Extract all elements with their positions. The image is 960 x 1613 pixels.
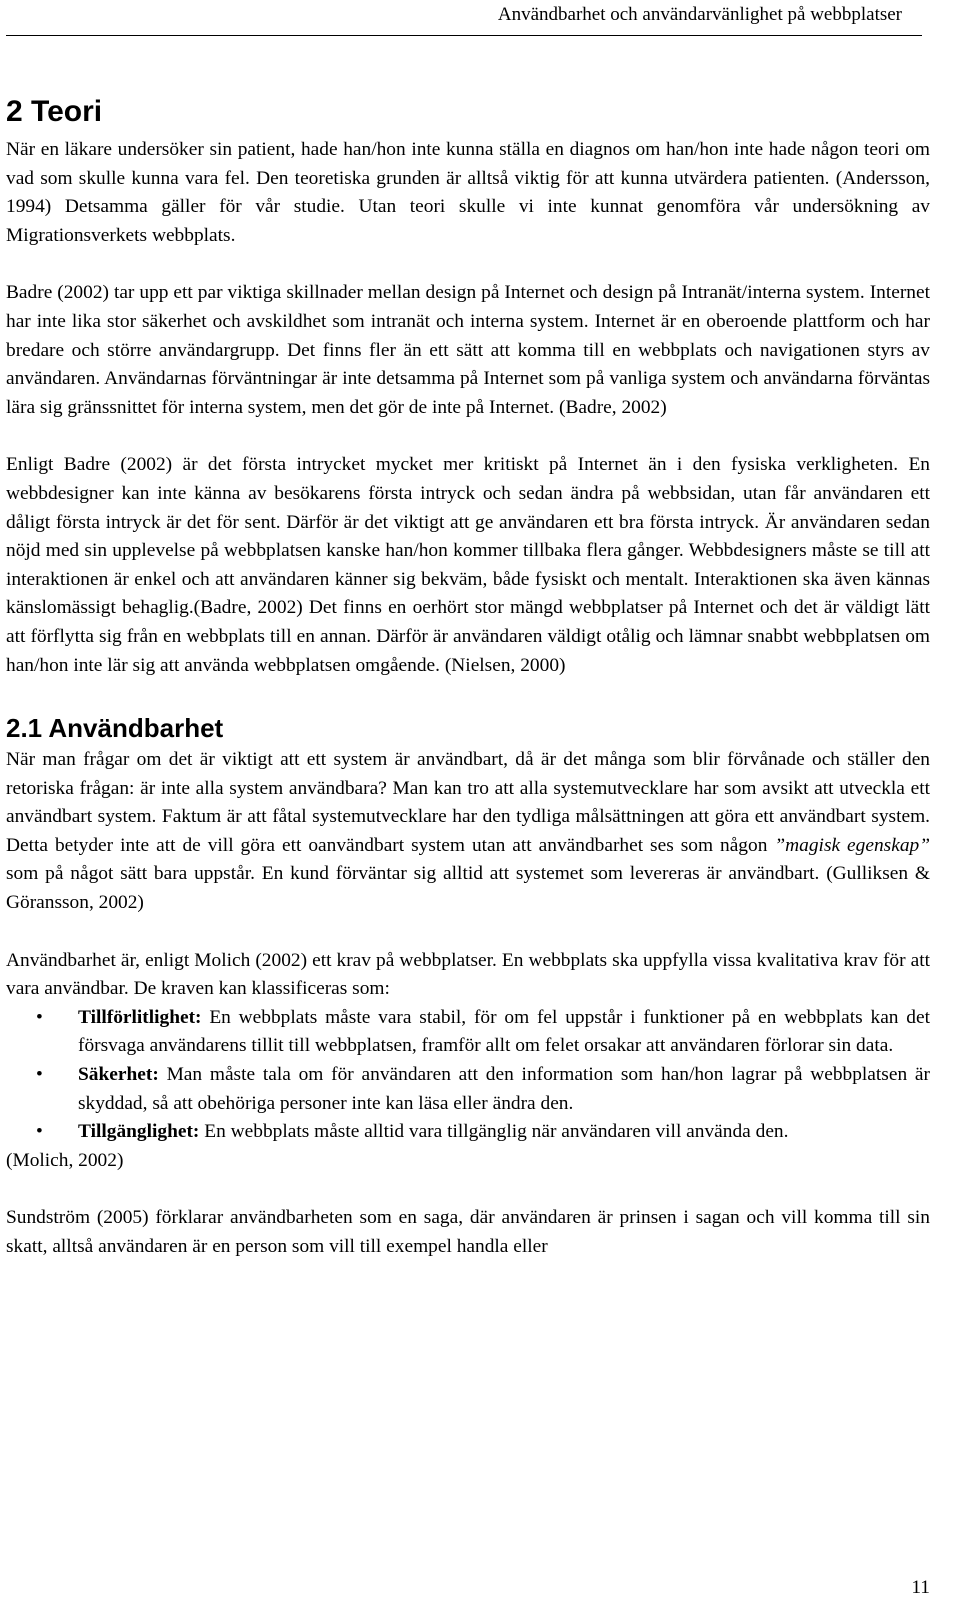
paragraph-badre-internet: Badre (2002) tar upp ett par viktiga skillnader mellan design på Internet och design på Intranät/interna system. Internet har inte lika stor säkerhet och avskildhet som intranät och interna system. Internet är en oberoende plattform och har bredare och större användargrupp. Det finns fler än ett sätt att komma till en webbplats och navigationen styrs av användaren. Användarnas förväntningar är inte detsamma på Internet som på vanliga system och användarna förväntas lära sig gränssnittet för interna system, men det gör de inte på Internet. (Badre, 2002) — [6, 282, 930, 418]
list-item — [6, 1061, 930, 1118]
paragraph-sundstrom: Sundström (2005) förklarar användbarheten som en saga, där användaren är prinsen i sagan och vill komma till sin skatt, alltså användaren är en person som vill till exempel handla eller — [6, 1207, 930, 1257]
requirements-list — [6, 1004, 930, 1147]
bullet-icon: • — [36, 1064, 43, 1086]
section-anvandbarhet — [6, 710, 930, 1262]
requirement-text: En webbplats måste alltid vara tillgänglig när användaren vill använda den. — [204, 1121, 789, 1143]
running-header — [6, 0, 922, 36]
section-heading-teori: 2 Teori — [6, 95, 103, 128]
requirement-text: Man måste tala om för användaren att den information som han/hon lagrar på webbplatsen är skyddad, så att obehöriga personer inte kan läsa eller ändra den. — [78, 1064, 930, 1114]
requirement-term: Säkerhet: — [78, 1064, 159, 1086]
paragraph-usability-intro-end: som på något sätt bara uppstår. En kund förväntar sig alltid att systemet som levereras är användbart. (Gulliksen & Göransson, 2002) — [6, 863, 930, 914]
list-citation: (Molich, 2002) — [6, 1149, 124, 1171]
paragraph-first-impression: Enligt Badre (2002) är det första intrycket mycket mer kritiskt på Internet än i den fysiska verkligheten. En webbdesigner kan inte känna av besökarens första intryck och sedan ändra på webbsidan, utan får användaren ett dåligt första intryck är det för sent. Därför är det viktigt att ge användaren ett bra första intryck. Är användaren sedan nöjd med sin upplevelse på webbplatsen kanske han/hon kommer tillbaka flera gånger. Webbdesigners måste se till att interaktionen är enkel och att användaren känner sig bekväm, både fysiskt och mentalt. Interaktionen ska även kännas känslomässigt behaglig.(Badre, 2002) Det finns en oerhört stor mängd webbplatser på Internet och det är väldigt lätt att förflytta sig från en webbplats till en annan. Därför är användaren väldigt otålig och lämnar snabbt webbplatsen om han/hon inte lär sig att använda webbplatsen omgående. (Nielsen, 2000) — [6, 454, 930, 676]
section-teori — [6, 90, 930, 680]
list-item — [6, 1004, 930, 1061]
page-content — [6, 90, 930, 1262]
magisk-egenskap-phrase: ”magisk egenskap” — [774, 834, 930, 856]
page-number: 11 — [911, 1577, 930, 1598]
paragraph-usability-intro-start: När man frågar om det är viktigt att ett system är användbart, då är det många som blir förvånade och ställer den retoriska frågan: är inte alla system användbara? Man kan tro att alla systemutvecklare har som avsikt att utveckla ett användbart system. Faktum är att fåtal systemutvecklare har den tydliga målsättningen att göra ett användbart system. Detta betyder inte att de vill göra ett oanvändbart system utan att användbarhet ses som någon — [6, 749, 930, 856]
requirement-term: Tillförlitlighet: — [78, 1006, 202, 1028]
section-heading-anvandbarhet: 2.1 Användbarhet — [6, 713, 224, 744]
paragraph-usability-intro — [6, 746, 930, 918]
list-item — [6, 1118, 930, 1147]
paragraph-molich: Användbarhet är, enligt Molich (2002) ett krav på webbplatser. En webbplats ska uppfylla vissa kvalitativa krav för att vara användbar. De kraven kan klassificeras som: — [6, 949, 930, 1000]
requirement-text: En webbplats måste vara stabil, för om fel uppstår i funktioner på en webbplats kan det försvaga användarens tillit till webbplatsen, framför allt om felet orsakar att användaren förlorar sin data. — [78, 1006, 930, 1057]
bullet-icon: • — [36, 1121, 43, 1143]
paragraph-intro: När en läkare undersöker sin patient, hade han/hon inte kunna ställa en diagnos om han/hon inte hade någon teori om vad som skulle kunna vara fel. Den teoretiska grunden är alltså viktig för att kunna utvärdera patienten. (Andersson, 1994) Detsamma gäller för vår studie. Utan teori skulle vi inte kunnat genomföra vår undersökning av Migrationsverkets webbplats. — [6, 139, 930, 246]
requirement-term: Tillgänglighet: — [78, 1121, 200, 1143]
bullet-icon: • — [36, 1006, 43, 1028]
running-header-title: Användbarhet och användarvänlighet på webbplatser — [497, 4, 902, 25]
